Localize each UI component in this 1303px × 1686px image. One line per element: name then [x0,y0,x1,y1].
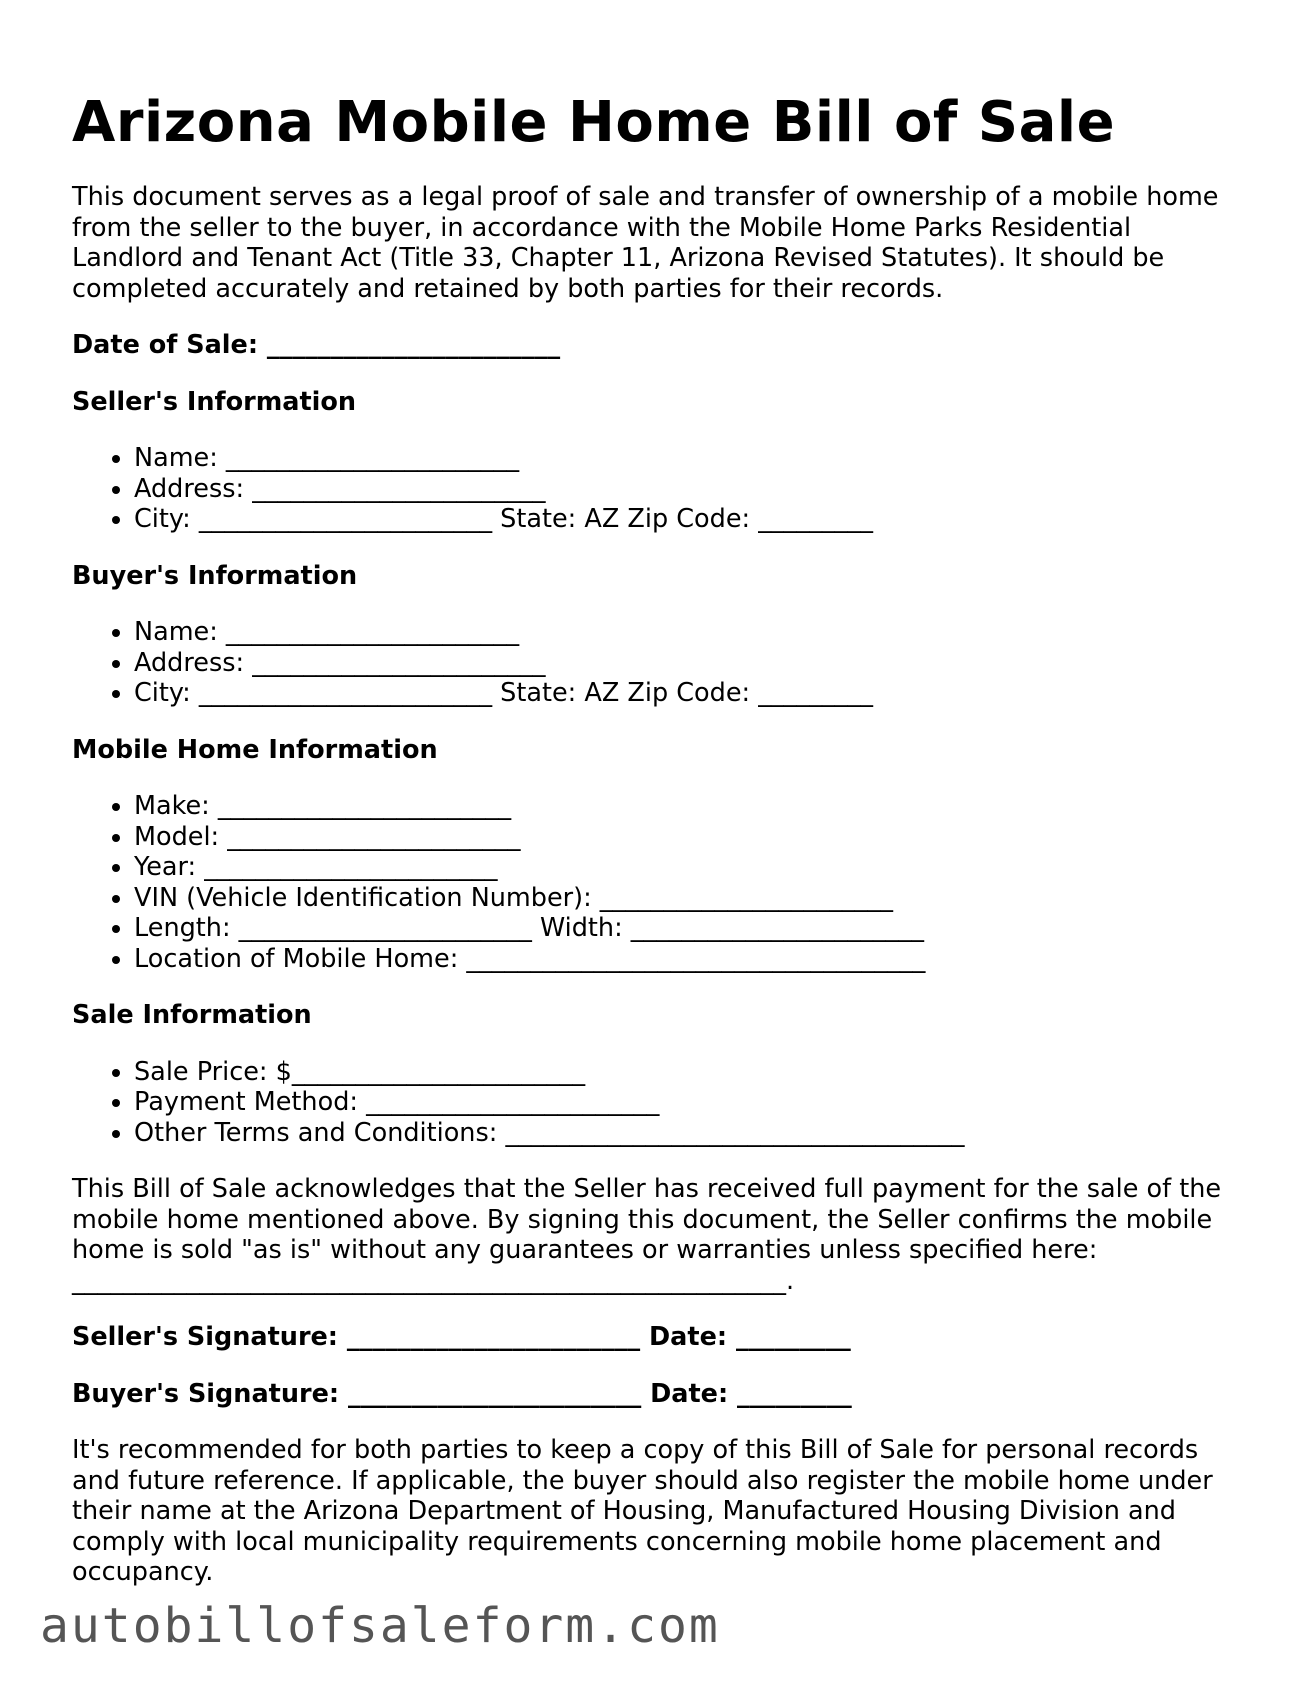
model-field: • Model: _______________________ [134,822,1232,853]
seller-signature-line: Seller's Signature: _______________________ Date: _________ [72,1322,851,1352]
seller-info-list [72,443,1232,535]
make-field: • Make: _______________________ [134,791,1232,822]
mobile-home-heading: Mobile Home Information [72,734,438,765]
location-field: • Location of Mobile Home: ____________________________________ [134,944,1232,975]
buyer-city-state-zip-field: • City: _______________________ State: AZ Zip Code: _________ [134,678,1232,709]
intro-paragraph: This document serves as a legal proof of sale and transfer of ownership of a mobile home from the seller to the buyer, in accordance with the Mobile Home Parks Residential Landlord and Tenant Act (Title 33, Chapter 11, Arizona Revised Statutes). It should be completed accurately and retained by both parties for their records. [72,182,1219,304]
seller-name-field: • Name: _______________________ [134,443,1232,474]
buyer-address-field: • Address: _______________________ [134,648,1232,679]
seller-city-state-zip-field: • City: _______________________ State: AZ Zip Code: _________ [134,504,1232,535]
sale-heading: Sale Information [72,1000,312,1030]
year-field: • Year: _______________________ [134,852,1232,883]
watermark: autobillofsaleform.com [40,1598,720,1654]
other-terms-field: • Other Terms and Conditions: ____________________________________ [134,1118,1232,1149]
buyer-signature-line: Buyer's Signature: _______________________ Date: _________ [72,1378,852,1409]
length-width-field: • Length: _______________________ Width: _______________________ [134,913,1232,944]
sale-price-field: • Sale Price: $_______________________ [134,1057,1232,1088]
buyer-info-list [72,617,1232,709]
mobile-home-info-list [72,791,1232,974]
document-page [72,88,1232,1588]
document-title: Arizona Mobile Home Bill of Sale [72,90,1116,155]
seller-heading: Seller's Information [72,386,357,417]
buyer-heading: Buyer's Information [72,560,358,591]
vin-field: • VIN (Vehicle Identification Number): _______________________ [134,883,1232,914]
buyer-name-field: • Name: _______________________ [134,617,1232,648]
seller-address-field: • Address: _______________________ [134,474,1232,505]
acknowledgement-paragraph: This Bill of Sale acknowledges that the Seller has received full payment for the sale of the mobile home mentioned above. By signing this document, the Seller confirms the mobile home is sold "as is" without any guarantees or warranties unless specified here: ________________________________________________________. [72,1174,1222,1296]
sale-info-list [72,1057,1232,1149]
payment-method-field: • Payment Method: _______________________ [134,1087,1232,1118]
closing-paragraph: It's recommended for both parties to keep a copy of this Bill of Sale for personal records and future reference. If applicable, the buyer should also register the mobile home under their name at the Arizona Department of Housing, Manufactured Housing Division and comply with local municipality requirements concerning mobile home placement and occupancy. [72,1435,1213,1587]
date-of-sale-field: Date of Sale: _______________________ [72,330,561,360]
